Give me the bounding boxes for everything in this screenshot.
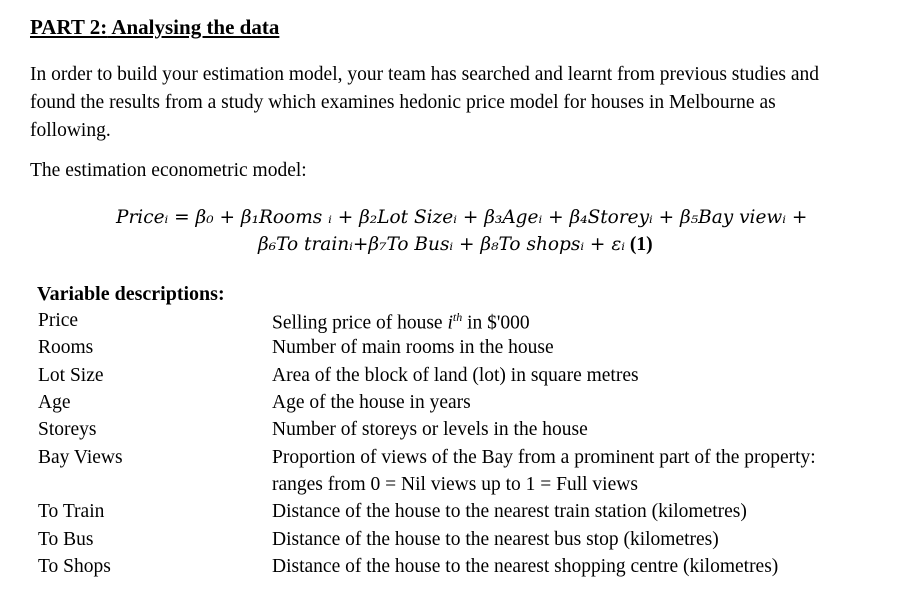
var-name-to-bus: To Bus: [38, 529, 94, 550]
var-name-price: Price: [38, 310, 79, 331]
intro-line-3: following.: [30, 120, 111, 141]
var-desc-price-pre: Selling price of house: [272, 312, 448, 334]
intro-line-1: In order to build your estimation model, your team has searched and learnt from previous studies and: [30, 64, 819, 85]
equation-line-2-text: β₆To trainᵢ+β₇To Busᵢ + β₈To shopsᵢ + εᵢ: [258, 234, 625, 255]
var-name-to-shops: To Shops: [38, 556, 111, 577]
var-desc-to-shops: Distance of the house to the nearest shopping centre (kilometres): [272, 556, 779, 577]
var-name-bay-views: Bay Views: [38, 447, 123, 468]
var-desc-rooms: Number of main rooms in the house: [272, 337, 554, 358]
var-desc-bay-views: Proportion of views of the Bay from a prominent part of the property:: [272, 447, 816, 468]
intro-paragraph: [30, 61, 890, 145]
var-desc-bay-views-2: ranges from 0 = Nil views up to 1 = Full views: [272, 474, 638, 495]
var-desc-to-bus: Distance of the house to the nearest bus stop (kilometres): [272, 529, 719, 550]
equation-line-2: [258, 234, 653, 256]
equation-number: (1): [624, 234, 653, 255]
intro-line-2: found the results from a study which examines hedonic price model for houses in Melbourne as: [30, 92, 776, 113]
var-desc-price: [272, 310, 530, 335]
var-name-rooms: Rooms: [38, 337, 94, 358]
var-name-storeys: Storeys: [38, 419, 97, 440]
model-label: The estimation econometric model:: [30, 160, 307, 181]
var-desc-lot-size: Area of the block of land (lot) in square metres: [272, 365, 639, 386]
var-desc-to-train: Distance of the house to the nearest train station (kilometres): [272, 501, 747, 522]
equation-line-1: Priceᵢ = β₀ + β₁Rooms ᵢ + β₂Lot Sizeᵢ + β₃Ageᵢ + β₄Storeyᵢ + β₅Bay viewᵢ +: [116, 207, 808, 228]
var-desc-age: Age of the house in years: [272, 392, 471, 413]
var-desc-price-i: i: [447, 312, 453, 334]
var-desc-price-sup: th: [452, 310, 463, 324]
section-heading: [30, 15, 279, 40]
var-desc-storeys: Number of storeys or levels in the house: [272, 419, 588, 440]
var-name-age: Age: [38, 392, 71, 413]
var-name-to-train: To Train: [38, 501, 105, 522]
var-name-lot-size: Lot Size: [38, 365, 104, 386]
heading-part: PART 2:: [30, 15, 108, 39]
heading-title: Analysing the data: [107, 15, 280, 39]
var-desc-price-post: in $'000: [462, 312, 530, 334]
variable-descriptions-title: Variable descriptions:: [37, 283, 225, 305]
